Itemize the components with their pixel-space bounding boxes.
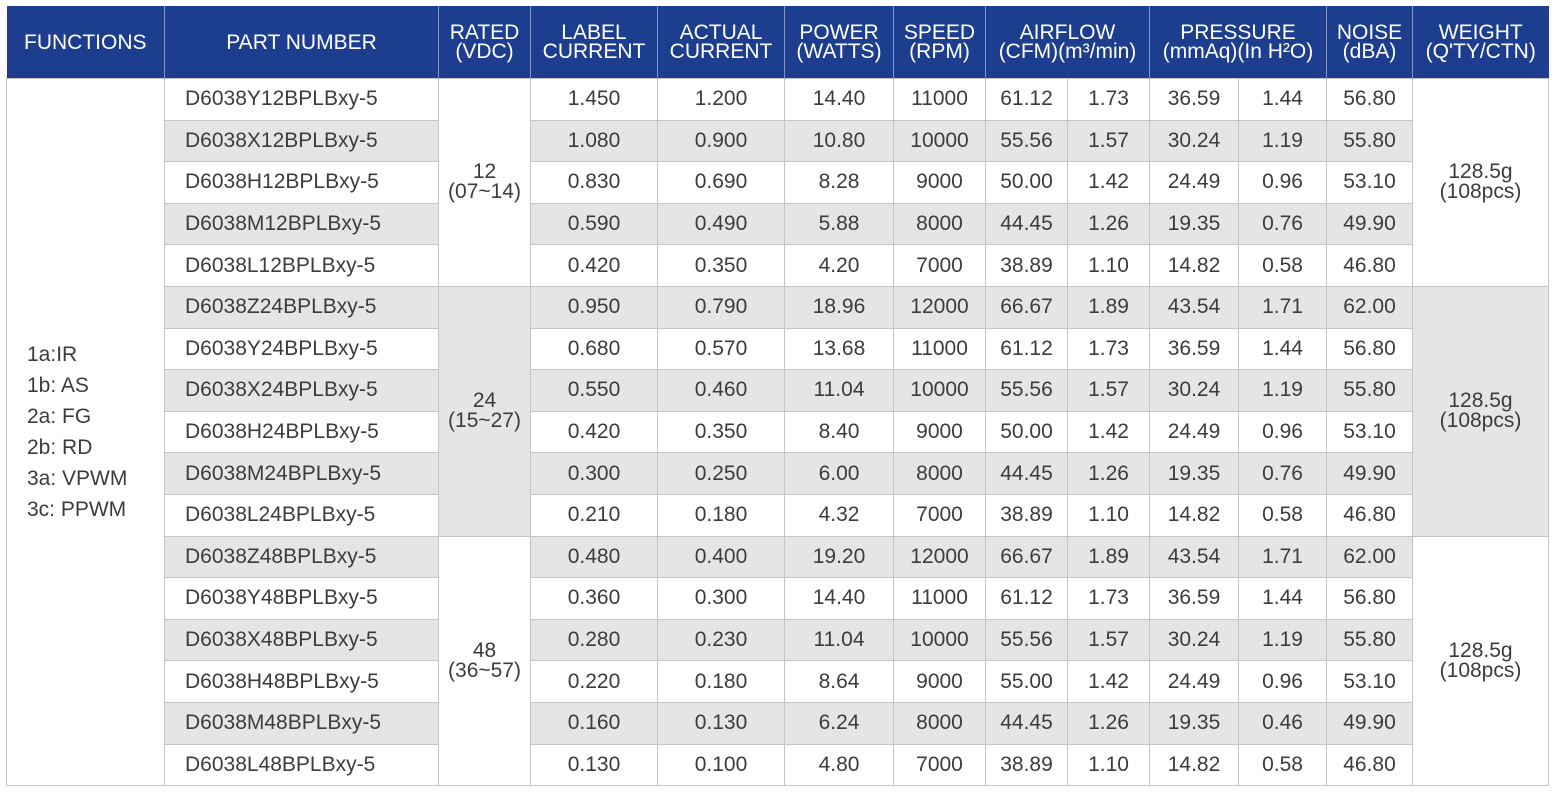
- m3min-cell: 1.57: [1068, 619, 1150, 661]
- cfm-cell: 44.45: [986, 203, 1068, 245]
- cfm-cell: 55.00: [986, 661, 1068, 703]
- m3min-cell: 1.42: [1068, 661, 1150, 703]
- power-cell: 8.64: [785, 661, 894, 703]
- noise-cell: 46.80: [1327, 744, 1413, 786]
- actual-current-cell: 0.400: [658, 536, 785, 578]
- cfm-cell: 66.67: [986, 536, 1068, 578]
- part-number-cell: D6038M48BPLBxy-5: [165, 702, 439, 744]
- mmaq-cell: 36.59: [1150, 578, 1239, 620]
- speed-cell: 10000: [894, 370, 986, 412]
- rated-voltage: 12: [472, 160, 497, 184]
- label-current-cell: 0.830: [531, 162, 658, 204]
- cfm-cell: 61.12: [986, 328, 1068, 370]
- power-cell: 11.04: [785, 370, 894, 412]
- noise-cell: 55.80: [1327, 619, 1413, 661]
- table-row: [7, 370, 1549, 412]
- actual-current-cell: 0.690: [658, 162, 785, 204]
- header-functions: [7, 6, 165, 79]
- power-cell: 4.20: [785, 245, 894, 287]
- part-number-cell: D6038X12BPLBxy-5: [165, 120, 439, 162]
- m3min-cell: 1.10: [1068, 494, 1150, 536]
- m3min-cell: 1.10: [1068, 744, 1150, 786]
- actual-current-cell: 0.900: [658, 120, 785, 162]
- table-row: [7, 453, 1549, 495]
- power-cell: 14.40: [785, 79, 894, 121]
- mmaq-cell: 19.35: [1150, 702, 1239, 744]
- cfm-cell: 38.89: [986, 494, 1068, 536]
- m3min-cell: 1.42: [1068, 162, 1150, 204]
- mmaq-cell: 43.54: [1150, 536, 1239, 578]
- power-cell: 5.88: [785, 203, 894, 245]
- m3min-cell: 1.26: [1068, 702, 1150, 744]
- voltage-range: (07~14): [448, 180, 521, 204]
- table-body: [7, 79, 1549, 786]
- power-cell: 18.96: [785, 286, 894, 328]
- actual-current-cell: 0.350: [658, 411, 785, 453]
- label-current-cell: 0.160: [531, 702, 658, 744]
- inh2o-cell: 1.19: [1239, 370, 1327, 412]
- actual-current-cell: 0.570: [658, 328, 785, 370]
- actual-current-cell: 0.790: [658, 286, 785, 328]
- header-actual-current-line1: ACTUAL: [679, 21, 763, 44]
- header-airflow-line1: AIRFLOW: [1019, 21, 1116, 44]
- inh2o-cell: 1.44: [1239, 578, 1327, 620]
- header-speed-line2: (RPM): [909, 40, 970, 63]
- table-row: [7, 661, 1549, 703]
- m3min-cell: 1.73: [1068, 578, 1150, 620]
- speed-cell: 12000: [894, 536, 986, 578]
- actual-current-cell: 0.100: [658, 744, 785, 786]
- power-cell: 6.00: [785, 453, 894, 495]
- label-current-cell: 0.590: [531, 203, 658, 245]
- part-number-cell: D6038Y48BPLBxy-5: [165, 578, 439, 620]
- label-current-cell: 0.680: [531, 328, 658, 370]
- power-cell: 4.32: [785, 494, 894, 536]
- speed-cell: 12000: [894, 286, 986, 328]
- part-number-cell: D6038L24BPLBxy-5: [165, 494, 439, 536]
- part-number-cell: D6038Z48BPLBxy-5: [165, 536, 439, 578]
- speed-cell: 8000: [894, 203, 986, 245]
- noise-cell: 53.10: [1327, 411, 1413, 453]
- part-number-cell: D6038X48BPLBxy-5: [165, 619, 439, 661]
- label-current-cell: 0.420: [531, 245, 658, 287]
- cfm-cell: 38.89: [986, 744, 1068, 786]
- speed-cell: 9000: [894, 162, 986, 204]
- carton-quantity: (108pcs): [1439, 180, 1522, 204]
- actual-current-cell: 0.250: [658, 453, 785, 495]
- label-current-cell: 0.300: [531, 453, 658, 495]
- speed-cell: 8000: [894, 453, 986, 495]
- part-number-cell: D6038M12BPLBxy-5: [165, 203, 439, 245]
- noise-cell: 56.80: [1327, 578, 1413, 620]
- function-code: 2a: FG: [27, 405, 92, 429]
- noise-cell: 55.80: [1327, 120, 1413, 162]
- table-row: [7, 203, 1549, 245]
- rated-voltage: 24: [472, 389, 497, 413]
- table-row: [7, 79, 1549, 121]
- inh2o-cell: 1.19: [1239, 120, 1327, 162]
- speed-cell: 11000: [894, 578, 986, 620]
- header-actual-current-line2: CURRENT: [669, 40, 773, 63]
- power-cell: 13.68: [785, 328, 894, 370]
- mmaq-cell: 14.82: [1150, 494, 1239, 536]
- label-current-cell: 0.950: [531, 286, 658, 328]
- mmaq-cell: 36.59: [1150, 79, 1239, 121]
- actual-current-cell: 0.180: [658, 494, 785, 536]
- header-pressure-line2: (mmAq)(In H²O): [1162, 40, 1314, 63]
- m3min-cell: 1.57: [1068, 120, 1150, 162]
- inh2o-cell: 1.44: [1239, 79, 1327, 121]
- rated-voltage-cell: [439, 286, 531, 536]
- inh2o-cell: 1.71: [1239, 536, 1327, 578]
- power-cell: 8.28: [785, 162, 894, 204]
- rated-voltage-cell: [439, 79, 531, 287]
- mmaq-cell: 14.82: [1150, 744, 1239, 786]
- header-label-current-line1: LABEL: [561, 21, 627, 44]
- noise-cell: 62.00: [1327, 286, 1413, 328]
- table-row: [7, 619, 1549, 661]
- function-code: 1b: AS: [27, 374, 89, 398]
- power-cell: 14.40: [785, 578, 894, 620]
- header-part-number-label: PART NUMBER: [226, 30, 377, 54]
- inh2o-cell: 0.96: [1239, 661, 1327, 703]
- header-power-line2: (WATTS): [796, 40, 882, 63]
- power-cell: 11.04: [785, 619, 894, 661]
- header-noise-line1: NOISE: [1336, 21, 1403, 44]
- part-number-cell: D6038Y12BPLBxy-5: [165, 79, 439, 121]
- voltage-range: (36~57): [448, 658, 521, 682]
- fan-spec-table: [6, 6, 1549, 786]
- actual-current-cell: 0.460: [658, 370, 785, 412]
- cfm-cell: 44.45: [986, 453, 1068, 495]
- part-number-cell: D6038L48BPLBxy-5: [165, 744, 439, 786]
- header-weight-line1: WEIGHT: [1438, 21, 1523, 44]
- header-noise-line2: (dBA): [1342, 40, 1397, 63]
- speed-cell: 10000: [894, 120, 986, 162]
- noise-cell: 46.80: [1327, 245, 1413, 287]
- cfm-cell: 50.00: [986, 411, 1068, 453]
- header-speed: [894, 6, 986, 79]
- functions-cell: [7, 79, 165, 786]
- actual-current-cell: 1.200: [658, 79, 785, 121]
- table-row: [7, 578, 1549, 620]
- header-rated-line1: RATED: [449, 21, 520, 44]
- inh2o-cell: 0.58: [1239, 245, 1327, 287]
- part-number-cell: D6038M24BPLBxy-5: [165, 453, 439, 495]
- noise-cell: 49.90: [1327, 453, 1413, 495]
- header-label-current-line2: CURRENT: [542, 40, 646, 63]
- noise-cell: 46.80: [1327, 494, 1413, 536]
- mmaq-cell: 43.54: [1150, 286, 1239, 328]
- header-noise: [1327, 6, 1413, 79]
- inh2o-cell: 0.58: [1239, 744, 1327, 786]
- m3min-cell: 1.26: [1068, 453, 1150, 495]
- label-current-cell: 1.450: [531, 79, 658, 121]
- mmaq-cell: 24.49: [1150, 162, 1239, 204]
- part-number-cell: D6038H48BPLBxy-5: [165, 661, 439, 703]
- label-current-cell: 0.210: [531, 494, 658, 536]
- label-current-cell: 0.220: [531, 661, 658, 703]
- power-cell: 10.80: [785, 120, 894, 162]
- part-number-cell: D6038Z24BPLBxy-5: [165, 286, 439, 328]
- speed-cell: 11000: [894, 328, 986, 370]
- noise-cell: 56.80: [1327, 328, 1413, 370]
- label-current-cell: 0.130: [531, 744, 658, 786]
- part-number-cell: D6038X24BPLBxy-5: [165, 370, 439, 412]
- speed-cell: 11000: [894, 79, 986, 121]
- label-current-cell: 1.080: [531, 120, 658, 162]
- actual-current-cell: 0.300: [658, 578, 785, 620]
- header-weight: [1413, 6, 1549, 79]
- power-cell: 8.40: [785, 411, 894, 453]
- power-cell: 4.80: [785, 744, 894, 786]
- noise-cell: 62.00: [1327, 536, 1413, 578]
- cfm-cell: 55.56: [986, 120, 1068, 162]
- header-power: [785, 6, 894, 79]
- function-code: 1a:IR: [27, 343, 78, 367]
- function-code: 3a: VPWM: [27, 467, 128, 491]
- table-row: [7, 245, 1549, 287]
- cfm-cell: 44.45: [986, 702, 1068, 744]
- inh2o-cell: 0.96: [1239, 411, 1327, 453]
- mmaq-cell: 36.59: [1150, 328, 1239, 370]
- table-row: [7, 494, 1549, 536]
- cfm-cell: 66.67: [986, 286, 1068, 328]
- inh2o-cell: 1.71: [1239, 286, 1327, 328]
- header-airflow: [986, 6, 1150, 79]
- inh2o-cell: 1.44: [1239, 328, 1327, 370]
- speed-cell: 7000: [894, 494, 986, 536]
- speed-cell: 7000: [894, 245, 986, 287]
- part-number-cell: D6038L12BPLBxy-5: [165, 245, 439, 287]
- function-code: 3c: PPWM: [27, 498, 127, 522]
- m3min-cell: 1.73: [1068, 79, 1150, 121]
- actual-current-cell: 0.350: [658, 245, 785, 287]
- part-number-cell: D6038H24BPLBxy-5: [165, 411, 439, 453]
- table-row: [7, 411, 1549, 453]
- mmaq-cell: 30.24: [1150, 370, 1239, 412]
- label-current-cell: 0.280: [531, 619, 658, 661]
- actual-current-cell: 0.230: [658, 619, 785, 661]
- mmaq-cell: 19.35: [1150, 453, 1239, 495]
- cfm-cell: 61.12: [986, 79, 1068, 121]
- header-rated-line2: (VDC): [455, 40, 514, 63]
- weight-value: 128.5g: [1448, 389, 1513, 413]
- header-power-line1: POWER: [799, 21, 879, 44]
- part-number-cell: D6038Y24BPLBxy-5: [165, 328, 439, 370]
- voltage-range: (15~27): [448, 409, 521, 433]
- weight-value: 128.5g: [1448, 638, 1513, 662]
- table-row: [7, 536, 1549, 578]
- table-row: [7, 286, 1549, 328]
- weight-cell: [1413, 79, 1549, 287]
- actual-current-cell: 0.490: [658, 203, 785, 245]
- label-current-cell: 0.480: [531, 536, 658, 578]
- label-current-cell: 0.420: [531, 411, 658, 453]
- label-current-cell: 0.550: [531, 370, 658, 412]
- mmaq-cell: 30.24: [1150, 619, 1239, 661]
- power-cell: 19.20: [785, 536, 894, 578]
- noise-cell: 55.80: [1327, 370, 1413, 412]
- weight-value: 128.5g: [1448, 160, 1513, 184]
- m3min-cell: 1.10: [1068, 245, 1150, 287]
- inh2o-cell: 0.96: [1239, 162, 1327, 204]
- table-row: [7, 162, 1549, 204]
- mmaq-cell: 24.49: [1150, 661, 1239, 703]
- header-speed-line1: SPEED: [903, 21, 976, 44]
- m3min-cell: 1.57: [1068, 370, 1150, 412]
- power-cell: 6.24: [785, 702, 894, 744]
- weight-cell: [1413, 536, 1549, 786]
- weight-cell: [1413, 286, 1549, 536]
- cfm-cell: 38.89: [986, 245, 1068, 287]
- noise-cell: 53.10: [1327, 162, 1413, 204]
- speed-cell: 7000: [894, 744, 986, 786]
- header-pressure-line1: PRESSURE: [1180, 21, 1296, 44]
- inh2o-cell: 0.76: [1239, 203, 1327, 245]
- inh2o-cell: 0.46: [1239, 702, 1327, 744]
- noise-cell: 49.90: [1327, 702, 1413, 744]
- function-code: 2b: RD: [27, 436, 93, 460]
- rated-voltage-cell: [439, 536, 531, 786]
- header-row: [7, 6, 1549, 79]
- carton-quantity: (108pcs): [1439, 658, 1522, 682]
- table-row: [7, 328, 1549, 370]
- header-rated: [439, 6, 531, 79]
- part-number-cell: D6038H12BPLBxy-5: [165, 162, 439, 204]
- mmaq-cell: 19.35: [1150, 203, 1239, 245]
- mmaq-cell: 24.49: [1150, 411, 1239, 453]
- cfm-cell: 55.56: [986, 619, 1068, 661]
- noise-cell: 53.10: [1327, 661, 1413, 703]
- cfm-cell: 50.00: [986, 162, 1068, 204]
- noise-cell: 49.90: [1327, 203, 1413, 245]
- rated-voltage: 48: [472, 638, 497, 662]
- mmaq-cell: 30.24: [1150, 120, 1239, 162]
- cfm-cell: 61.12: [986, 578, 1068, 620]
- m3min-cell: 1.42: [1068, 411, 1150, 453]
- carton-quantity: (108pcs): [1439, 409, 1522, 433]
- inh2o-cell: 0.76: [1239, 453, 1327, 495]
- mmaq-cell: 14.82: [1150, 245, 1239, 287]
- label-current-cell: 0.360: [531, 578, 658, 620]
- inh2o-cell: 1.19: [1239, 619, 1327, 661]
- noise-cell: 56.80: [1327, 79, 1413, 121]
- speed-cell: 9000: [894, 661, 986, 703]
- header-actual-current: [658, 6, 785, 79]
- table-row: [7, 702, 1549, 744]
- speed-cell: 8000: [894, 702, 986, 744]
- header-weight-line2: (Q'TY/CTN): [1425, 40, 1536, 63]
- speed-cell: 10000: [894, 619, 986, 661]
- m3min-cell: 1.73: [1068, 328, 1150, 370]
- header-part-number: [165, 6, 439, 79]
- actual-current-cell: 0.130: [658, 702, 785, 744]
- m3min-cell: 1.89: [1068, 536, 1150, 578]
- header-functions-label: FUNCTIONS: [24, 30, 147, 54]
- header-airflow-line2: (CFM)(m³/min): [998, 40, 1137, 63]
- cfm-cell: 55.56: [986, 370, 1068, 412]
- header-label-current: [531, 6, 658, 79]
- inh2o-cell: 0.58: [1239, 494, 1327, 536]
- m3min-cell: 1.89: [1068, 286, 1150, 328]
- table-row: [7, 744, 1549, 786]
- header-pressure: [1150, 6, 1327, 79]
- speed-cell: 9000: [894, 411, 986, 453]
- actual-current-cell: 0.180: [658, 661, 785, 703]
- m3min-cell: 1.26: [1068, 203, 1150, 245]
- table-row: [7, 120, 1549, 162]
